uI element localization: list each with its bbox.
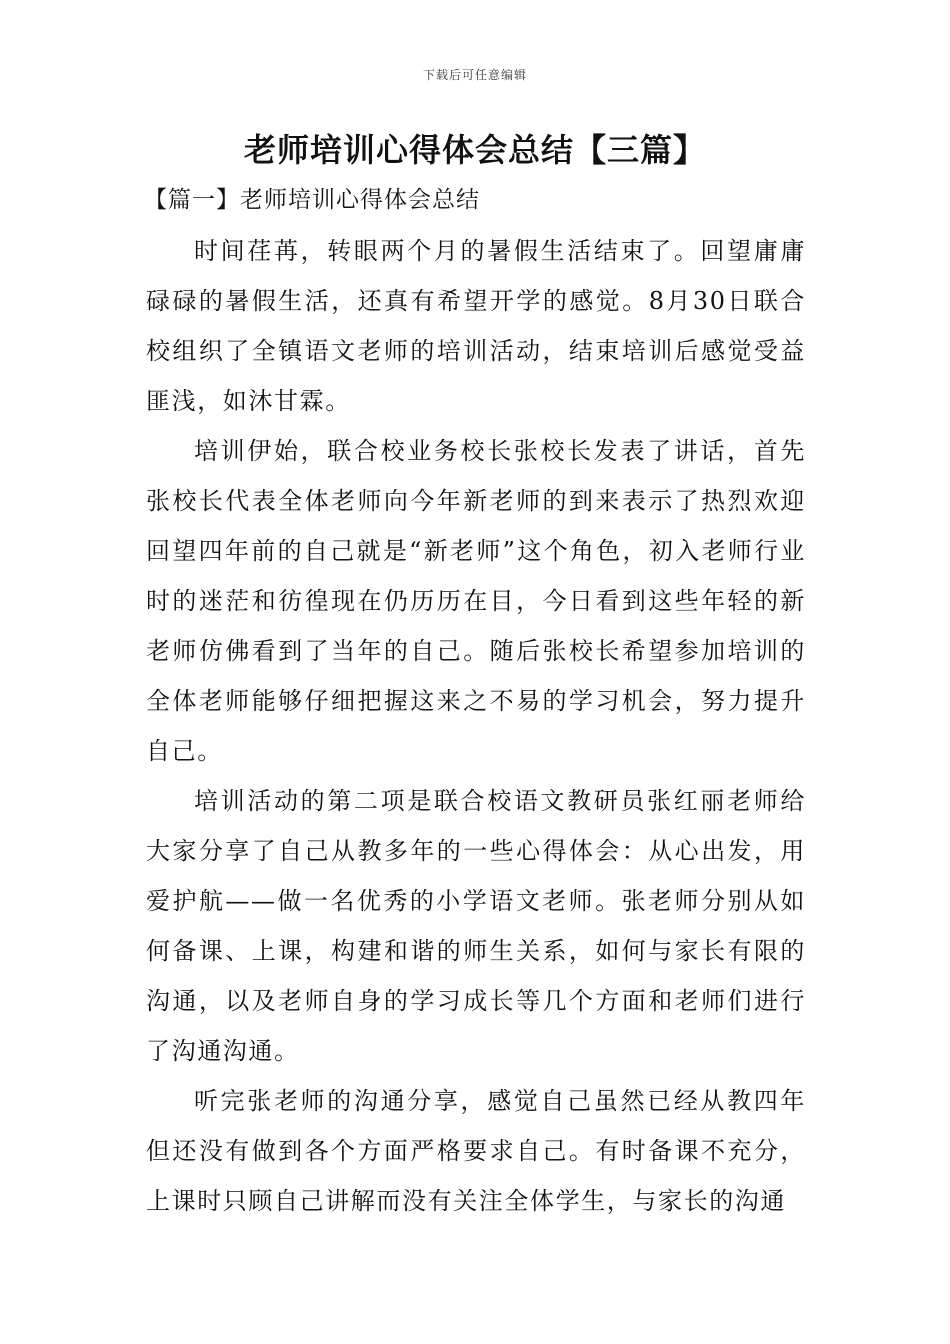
section-heading: 【篇一】老师培训心得体会总结 (144, 187, 480, 213)
paragraph-1: 时间荏苒，转眼两个月的暑假生活结束了。回望庸庸碌碌的暑假生活，还真有希望开学的感觉。8月30日联合校组织了全镇语文老师的培训活动，结束培训后感觉受益匪浅，如沐甘霖。 (146, 237, 806, 415)
header-note: 下载后可任意编辑 (422, 68, 527, 82)
document-title: 老师培训心得体会总结【三篇】 (243, 131, 706, 169)
paragraph-4: 听完张老师的沟通分享，感觉自己虽然已经从教四年但还没有做到各个方面严格要求自己。有时备课不充分，上课时只顾自己讲解而没有关注全体学生，与家长的沟通 (146, 1087, 806, 1215)
body-text (146, 226, 806, 1226)
paragraph-3: 培训活动的第二项是联合校语文教研员张红丽老师给大家分享了自己从教多年的一些心得体会：从心出发，用爱护航——做一名优秀的小学语文老师。张老师分别从如何备课、上课，构建和谐的师生关系，如何与家长有限的沟通，以及老师自身的学习成长等几个方面和老师们进行了沟通沟通。 (146, 787, 806, 1065)
paragraph-2: 培训伊始，联合校业务校长张校长发表了讲话，首先张校长代表全体老师向今年新老师的到来表示了热烈欢迎回望四年前的自己就是“新老师”这个角色，初入老师行业时的迷茫和彷徨现在仍历历在目，今日看到这些年轻的新老师仿佛看到了当年的自己。随后张校长希望参加培训的全体老师能够仔细把握这来之不易的学习机会，努力提升自己。 (146, 437, 806, 765)
